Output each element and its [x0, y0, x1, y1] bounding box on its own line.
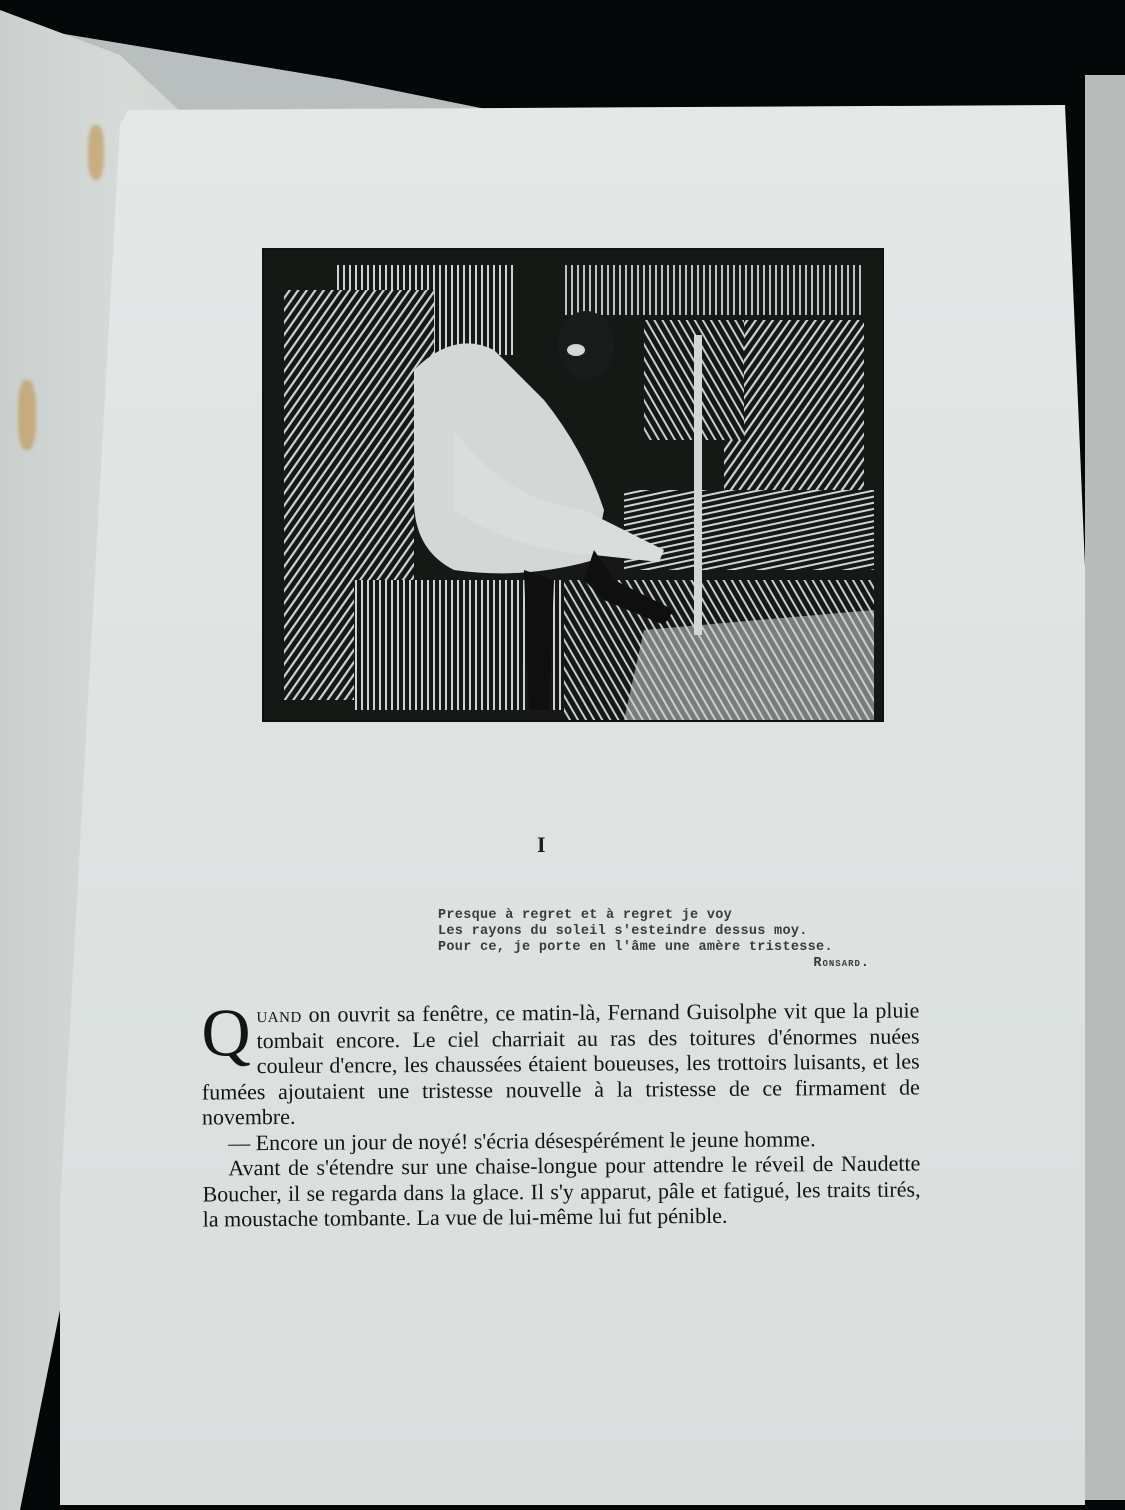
first-word-rest: uand	[256, 1001, 302, 1028]
paragraph	[201, 994, 920, 1130]
epigraph	[438, 908, 900, 972]
foxing-stain	[88, 125, 104, 180]
body-text	[201, 994, 921, 1232]
underlying-page-edge	[1085, 75, 1125, 1500]
foxing-stain	[18, 380, 36, 450]
drop-cap: Q	[201, 994, 251, 1071]
epigraph-line: Presque à regret et à regret je voy	[438, 908, 733, 923]
woodcut-image-icon	[264, 250, 882, 720]
paragraph: — Encore un jour de noyé! s'écria désespérément le jeune homme.	[228, 1125, 816, 1155]
epigraph-line: Les rayons du soleil s'esteindre dessus moy.	[438, 924, 808, 939]
woodcut-illustration	[262, 248, 884, 722]
paragraph-text: on ouvrit sa fenêtre, ce matin-là, Fernand Guisolphe vit que la pluie tombait encore. Le ciel charriait au ras des toitures d'énormes nuées couleur d'encre, les chaussées étaient boueuses, les trottoirs luisants, et les fumées ajoutaient une tristesse nouvelle à la tristesse de ce firmament de novembre.	[201, 997, 920, 1130]
paragraph: Avant de s'étendre sur une chaise-longue pour attendre le réveil de Naudette Boucher, il se regarda dans la glace. Il s'y apparut, pâle et fatigué, les traits tirés, la moustache tombante. La vue de lui-même lui fut pénible.	[202, 1150, 921, 1232]
chapter-number: I	[537, 832, 546, 857]
epigraph-line: Pour ce, je porte en l'âme une amère tristesse.	[438, 940, 833, 955]
epigraph-author: Ronsard.	[813, 956, 870, 971]
